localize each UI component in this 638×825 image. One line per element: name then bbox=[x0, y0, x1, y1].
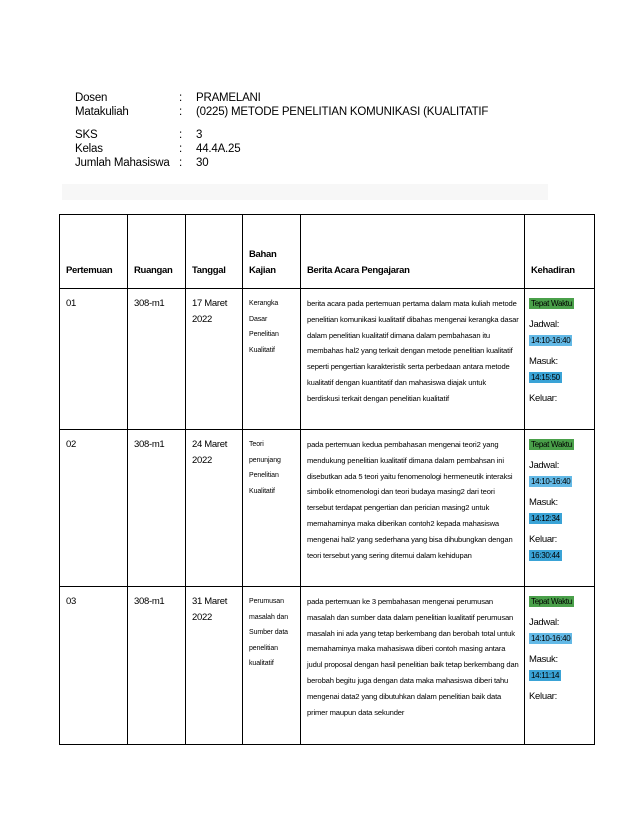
cell-bahan-kajian: Kerangka Dasar Penelitian Kualitatif bbox=[243, 289, 301, 430]
divider-band bbox=[62, 184, 548, 200]
cell-tanggal: 24 Maret 2022 bbox=[186, 430, 243, 587]
info-value: 3 bbox=[196, 129, 203, 141]
cell-kehadiran bbox=[525, 430, 595, 587]
status-badge: Tepat Waktu bbox=[531, 299, 572, 308]
jadwal-label: Jadwal: bbox=[529, 319, 560, 330]
cell-pertemuan: 01 bbox=[60, 289, 128, 430]
info-label: SKS bbox=[75, 129, 98, 141]
table-row bbox=[60, 587, 595, 745]
header-berita-acara: Berita Acara Pengajaran bbox=[301, 215, 525, 289]
info-value: 30 bbox=[196, 157, 209, 169]
table-header-row bbox=[60, 215, 595, 289]
info-label: Matakuliah bbox=[75, 106, 129, 118]
jadwal-label: Jadwal: bbox=[529, 460, 560, 471]
table-row bbox=[60, 430, 595, 587]
masuk-label: Masuk: bbox=[529, 497, 558, 508]
cell-ruangan: 308-m1 bbox=[128, 430, 186, 587]
header-pertemuan: Pertemuan bbox=[60, 215, 128, 289]
cell-pertemuan: 03 bbox=[60, 587, 128, 745]
cell-tanggal: 17 Maret 2022 bbox=[186, 289, 243, 430]
cell-ruangan: 308-m1 bbox=[128, 289, 186, 430]
cell-berita-acara: berita acara pada pertemuan pertama dalam mata kuliah metode penelitian komunikasi kualitatif dibahas mengenai kerangka dasar dalam penelitian kualitatif dimana dalam pembahasan itu membahas hal2 yang terkait dengan metode penelitian kualitatif seperti pengertian karakteristik serta perbedaan antara metode kualitatif dengan kuantitatif dan mahasiswa diajak untuk berdiskusi terkait dengan penelitian kualitatif bbox=[301, 289, 525, 430]
cell-ruangan: 308-m1 bbox=[128, 587, 186, 745]
cell-kehadiran bbox=[525, 587, 595, 745]
keluar-label: Keluar: bbox=[529, 534, 558, 545]
header-kehadiran: Kehadiran bbox=[525, 215, 595, 289]
info-colon: : bbox=[179, 129, 182, 141]
cell-pertemuan: 02 bbox=[60, 430, 128, 587]
info-colon: : bbox=[179, 143, 182, 155]
info-colon: : bbox=[179, 157, 182, 169]
cell-tanggal: 31 Maret 2022 bbox=[186, 587, 243, 745]
keluar-label: Keluar: bbox=[529, 393, 558, 404]
info-value: 44.4A.25 bbox=[196, 143, 241, 155]
cell-bahan-kajian: Perumusan masalah dan Sumber data penelitian kualitatif bbox=[243, 587, 301, 745]
jadwal-time: 14:10-16:40 bbox=[531, 477, 571, 486]
status-badge: Tepat Waktu bbox=[531, 597, 572, 606]
info-colon: : bbox=[179, 92, 182, 104]
jadwal-label: Jadwal: bbox=[529, 617, 560, 628]
info-label: Jumlah Mahasiswa bbox=[75, 157, 170, 169]
info-value: (0225) METODE PENELITIAN KOMUNIKASI (KUALITATIF bbox=[196, 106, 489, 118]
info-colon: : bbox=[179, 106, 182, 118]
cell-berita-acara: pada pertemuan kedua pembahasan mengenai teori2 yang mendukung penelitian kualitatif dimana dalam pembahsan ini disebutkan ada 5 teori yaitu fenomenologi hermeneutik interaksi simbolik etnomenologi dan teori budaya masing2 dari teori tersebut terdapat pengertian dan perician masing2 untuk memahaminya maka diberikan contoh2 kepada mahasiswa mengenai hal2 yang sederhana yang bisa dihubungkan dengan teori tersebut yang sering ditemui dalam kehidupan bbox=[301, 430, 525, 587]
masuk-time: 14:11:14 bbox=[531, 671, 560, 680]
table-row bbox=[60, 289, 595, 430]
info-label: Dosen bbox=[75, 92, 108, 104]
keluar-time: 16:30:44 bbox=[531, 551, 560, 560]
jadwal-time: 14:10-16:40 bbox=[531, 634, 571, 643]
jadwal-time: 14:10-16:40 bbox=[531, 336, 571, 345]
cell-berita-acara: pada pertemuan ke 3 pembahasan mengenai perumusan masalah dan sumber data dalam penelitian kualitatif perumusan masalah ini ada yang tetap berkembang dan berobah total untuk memahaminya maka mahasiswa diberi contoh masing antara judul proposal dengan hasil penelitian baik tetap berkembang dan berobah begitu juga dengan data maka mahasiswa diberi tahu mengenai data2 yang dibutuhkan dalam penelitian baik data primer maupun data sekunder bbox=[301, 587, 525, 745]
cell-kehadiran bbox=[525, 289, 595, 430]
keluar-label: Keluar: bbox=[529, 691, 558, 702]
info-label: Kelas bbox=[75, 143, 103, 155]
attendance-table bbox=[59, 214, 595, 745]
masuk-label: Masuk: bbox=[529, 654, 558, 665]
header-tanggal: Tanggal bbox=[186, 215, 243, 289]
header-ruangan: Ruangan bbox=[128, 215, 186, 289]
status-badge: Tepat Waktu bbox=[531, 440, 572, 449]
cell-bahan-kajian: Teori penunjang Penelitian Kualitatif bbox=[243, 430, 301, 587]
masuk-time: 14:12:34 bbox=[531, 514, 560, 523]
masuk-label: Masuk: bbox=[529, 356, 558, 367]
header-bahan-kajian: Bahan Kajian bbox=[243, 215, 301, 289]
info-value: PRAMELANI bbox=[196, 92, 261, 104]
masuk-time: 14:15:50 bbox=[531, 373, 560, 382]
